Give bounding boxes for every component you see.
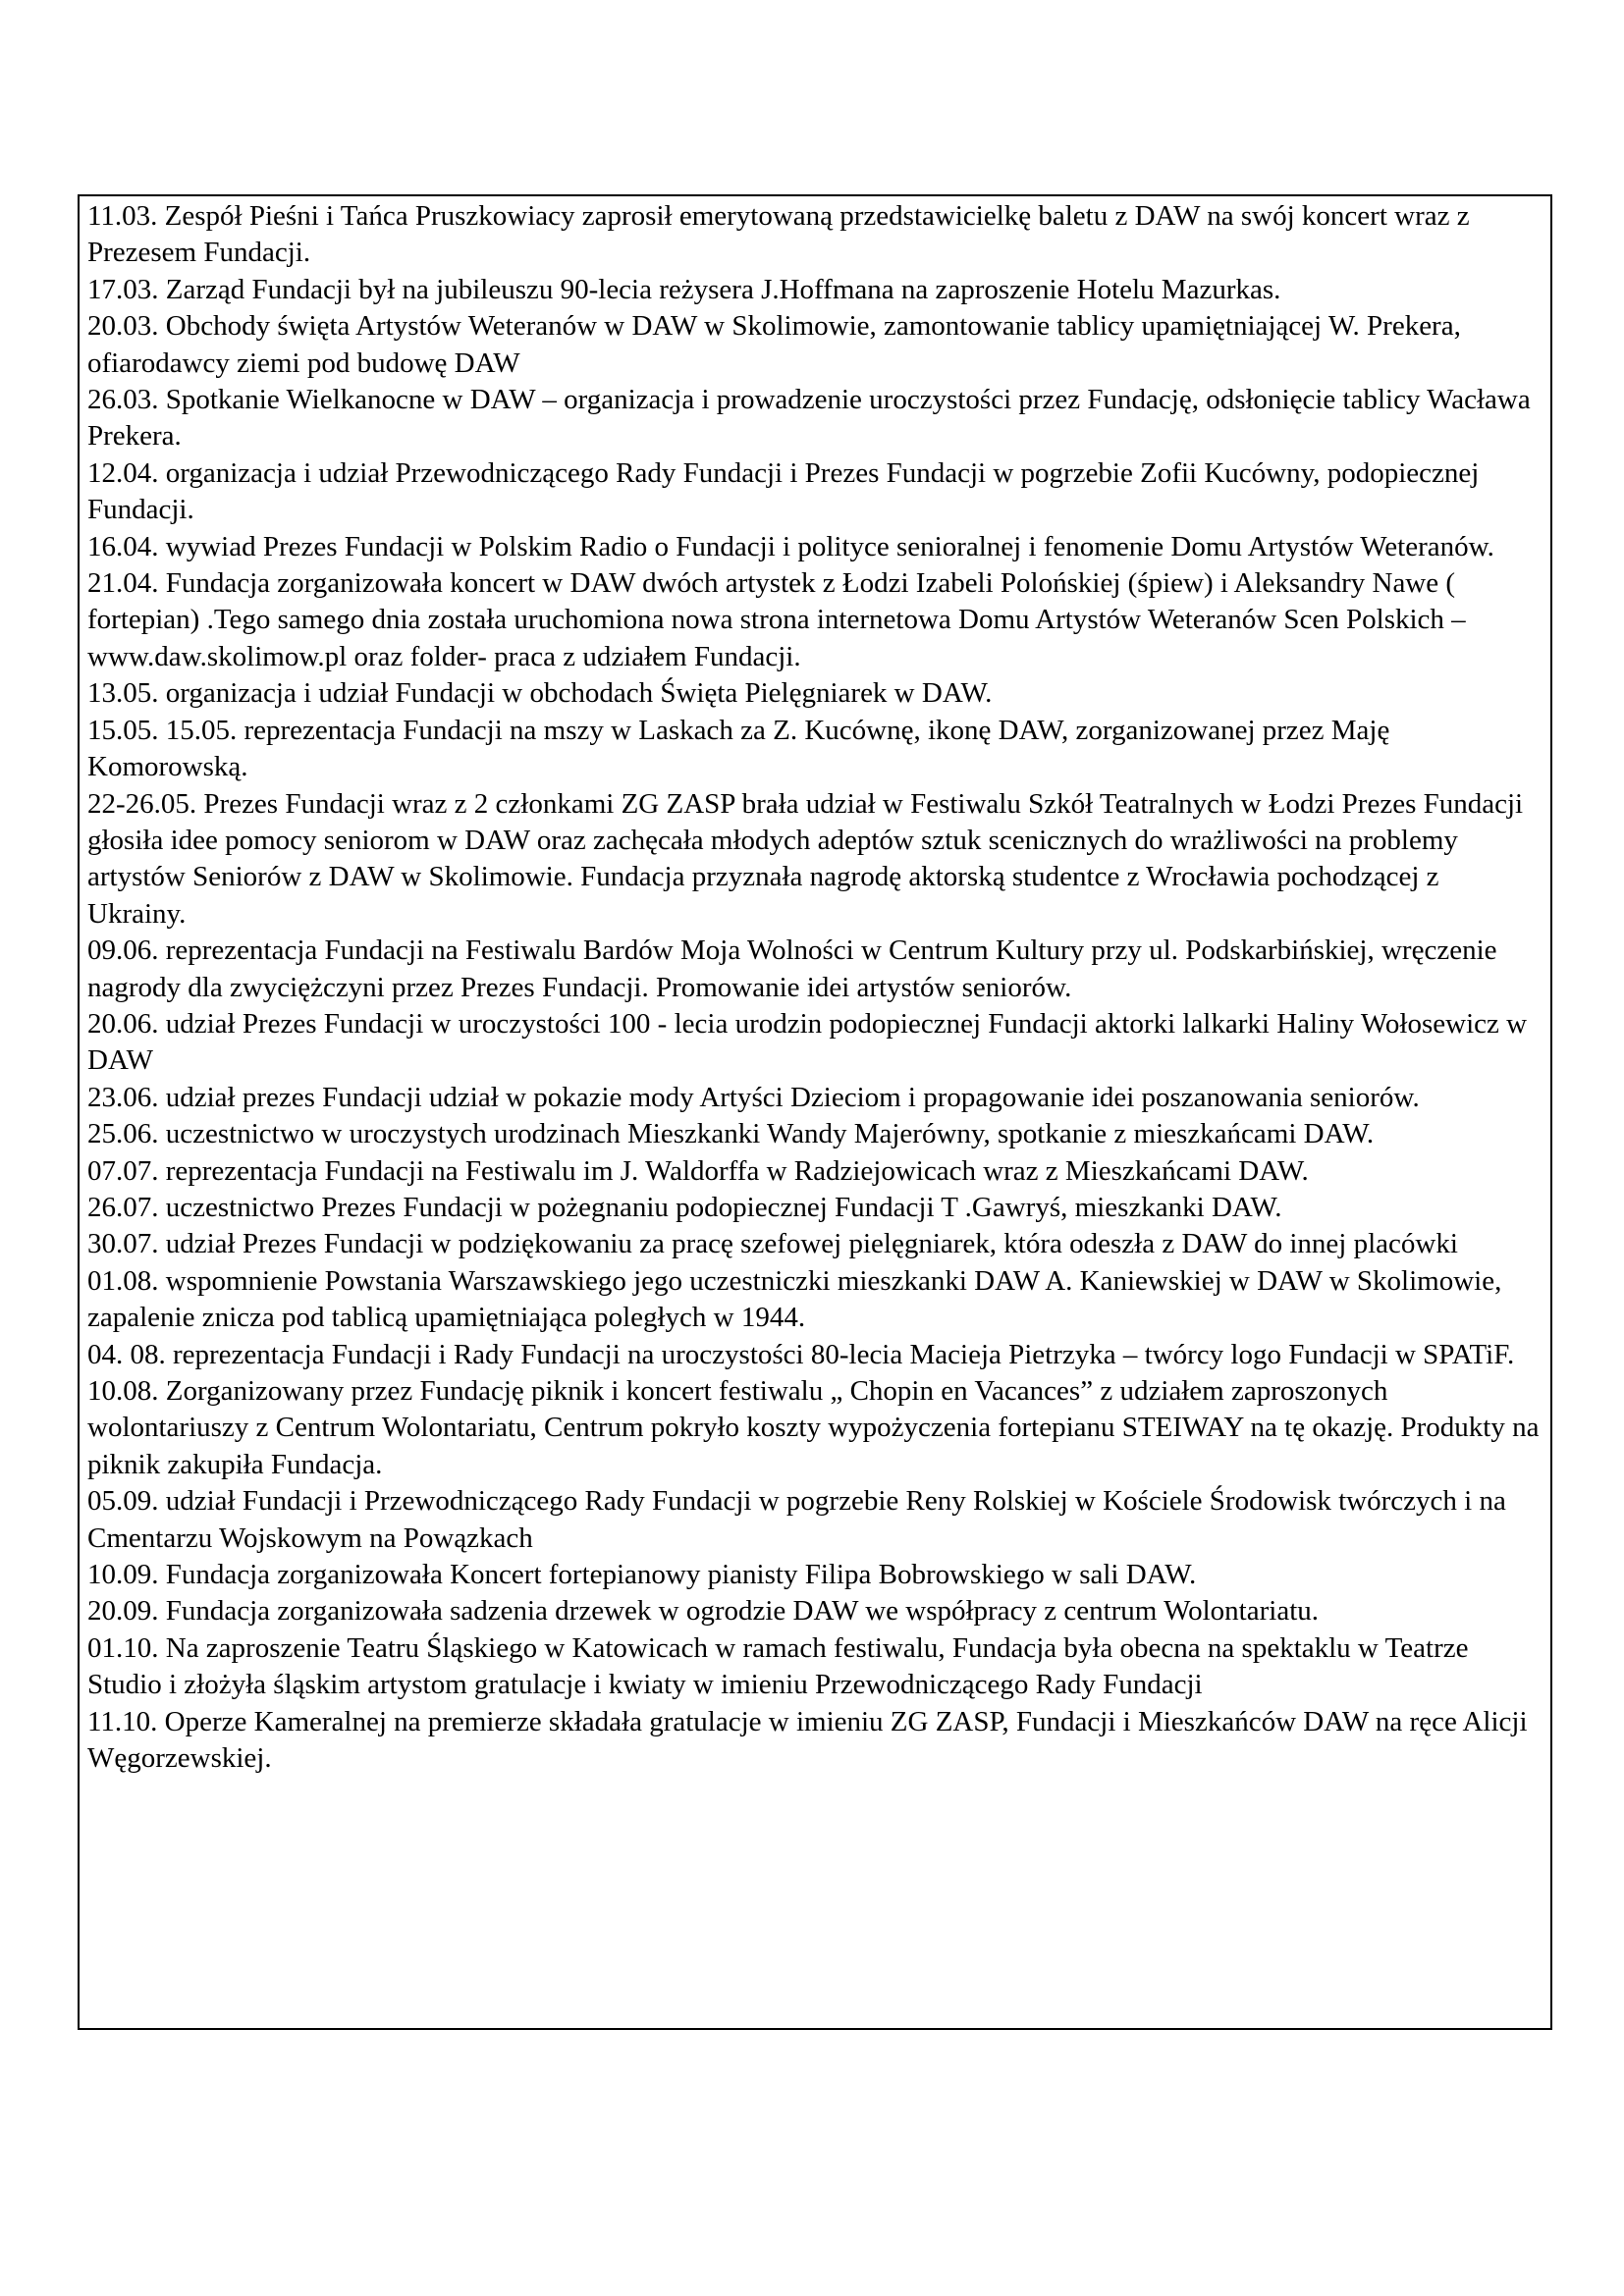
document-frame bbox=[78, 194, 1552, 2030]
entry-0110: 01.10. Na zaproszenie Teatru Śląskiego w Katowicach w ramach festiwalu, Fundacja była obecna na spektaklu w Teatrze Studio i złożyła śląskim artystom gratulacje i kwiaty w imieniu Przewodniczącego Rady Fundacji bbox=[87, 1631, 1469, 1701]
entry-2003: 20.03. Obchody święta Artystów Weteranów w DAW w Skolimowie, zamontowanie tablicy upamiętniającej W. Prekera, ofiarodawcy ziemi pod budowę DAW bbox=[87, 310, 1461, 379]
entry-1604: 16.04. wywiad Prezes Fundacji w Polskim Radio o Fundacji i polityce senioralnej i fenomenie Domu Artystów Weteranów. bbox=[87, 530, 1494, 562]
entry-1703: 17.03. Zarząd Fundacji był na jubileuszu 90-lecia reżysera J.Hoffmana na zaproszenie Hotelu Mazurkas. bbox=[87, 273, 1281, 305]
entry-1110: 11.10. Operze Kameralnej na premierze składała gratulacje w imieniu ZG ZASP, Fundacji i Mieszkańców DAW na ręce Alicji Węgorzewskiej. bbox=[87, 1705, 1528, 1775]
entry-1103: 11.03. Zespół Pieśni i Tańca Pruszkowiacy zaprosił emerytowaną przedstawicielkę baletu z DAW na swój koncert wraz z Prezesem Fundacji. bbox=[87, 200, 1470, 269]
entry-1505: 15.05. 15.05. reprezentacja Fundacji na mszy w Laskach za Z. Kucównę, ikonę DAW, zorganizowanej przez Maję Komorowską. bbox=[87, 714, 1390, 783]
entry-1008: 10.08. Zorganizowany przez Fundację piknik i koncert festiwalu „ Chopin en Vacances” z udziałem zaproszonych wolontariuszy z Centrum Wolontariatu, Centrum pokryło koszty wypożyczenia fortepianu STEIWAY na tę okazję. Produkty na piknik zakupiła Fundacja. bbox=[87, 1375, 1540, 1480]
entry-0509: 05.09. udział Fundacji i Przewodniczącego Rady Fundacji w pogrzebie Reny Rolskiej w Kościele Środowisk twórczych i na Cmentarzu Wojskowym na Powązkach bbox=[87, 1485, 1506, 1554]
entry-1305: 13.05. organizacja i udział Fundacji w obchodach Święta Pielęgniarek w DAW. bbox=[87, 677, 993, 710]
entry-1204: 12.04. organizacja i udział Przewodniczącego Rady Fundacji i Prezes Fundacji w pogrzebie Zofii Kucówny, podopiecznej Fundacji. bbox=[87, 456, 1480, 526]
entry-2306: 23.06. udział prezes Fundacji udział w pokazie mody Artyści Dzieciom i propagowanie idei poszanowania seniorów. bbox=[87, 1081, 1420, 1113]
entry-3007: 30.07. udział Prezes Fundacji w podziękowaniu za pracę szefowej pielęgniarek, która odeszła z DAW do innej placówki bbox=[87, 1228, 1458, 1260]
entry-2603: 26.03. Spotkanie Wielkanocne w DAW – organizacja i prowadzenie uroczystości przez Fundację, odsłonięcie tablicy Wacława Prekera. bbox=[87, 384, 1531, 453]
entry-2104: 21.04. Fundacja zorganizowała koncert w DAW dwóch artystek z Łodzi Izabeli Polońskiej (śpiew) i Aleksandry Nawe ( fortepian) .Tego samego dnia została uruchomiona nowa strona internetowa Domu Artystów Weteranów Scen Polskich – www.daw.skolimow.pl oraz folder- praca z udziałem Fundacji. bbox=[87, 567, 1466, 672]
entry-2009: 20.09. Fundacja zorganizowała sadzenia drzewek w ogrodzie DAW we współpracy z centrum Wolontariatu. bbox=[87, 1595, 1319, 1628]
entry-0906: 09.06. reprezentacja Fundacji na Festiwalu Bardów Moja Wolności w Centrum Kultury przy ul. Podskarbińskiej, wręczenie nagrody dla zwyciężczyni przez Prezes Fundacji. Promowanie idei artystów seniorów. bbox=[87, 934, 1497, 1003]
entry-0108: 01.08. wspomnienie Powstania Warszawskiego jego uczestniczki mieszkanki DAW A. Kaniewskiej w DAW w Skolimowie, zapalenie znicza pod tablicą upamiętniająca poległych w 1944. bbox=[87, 1264, 1502, 1334]
entry-0408: 04. 08. reprezentacja Fundacji i Rady Fundacji na uroczystości 80-lecia Macieja Pietrzyka – twórcy logo Fundacji w SPATiF. bbox=[87, 1338, 1515, 1370]
entry-1009: 10.09. Fundacja zorganizowała Koncert fortepianowy pianisty Filipa Bobrowskiego w sali DAW. bbox=[87, 1559, 1197, 1591]
entry-0707: 07.07. reprezentacja Fundacji na Festiwalu im J. Waldorffa w Radziejowicach wraz z Mieszkańcami DAW. bbox=[87, 1154, 1309, 1187]
entry-2607: 26.07. uczestnictwo Prezes Fundacji w pożegnaniu podopiecznej Fundacji T .Gawryś, mieszkanki DAW. bbox=[87, 1191, 1282, 1223]
entries-list bbox=[87, 198, 1543, 1777]
entry-2226-05: 22-26.05. Prezes Fundacji wraz z 2 członkami ZG ZASP brała udział w Festiwalu Szkół Teatralnych w Łodzi Prezes Fundacji głosiła idee pomocy seniorom w DAW oraz zachęcała młodych adeptów sztuk scenicznych do wrażliwości na problemy artystów Seniorów z DAW w Skolimowie. Fundacja przyznała nagrodę aktorską studentce z Wrocławia pochodzącej z Ukrainy. bbox=[87, 787, 1524, 930]
entry-2006: 20.06. udział Prezes Fundacji w uroczystości 100 - lecia urodzin podopiecznej Fundacji aktorki lalkarki Haliny Wołosewicz w DAW bbox=[87, 1007, 1528, 1077]
entry-2506: 25.06. uczestnictwo w uroczystych urodzinach Mieszkanki Wandy Majerówny, spotkanie z mieszkańcami DAW. bbox=[87, 1118, 1375, 1150]
